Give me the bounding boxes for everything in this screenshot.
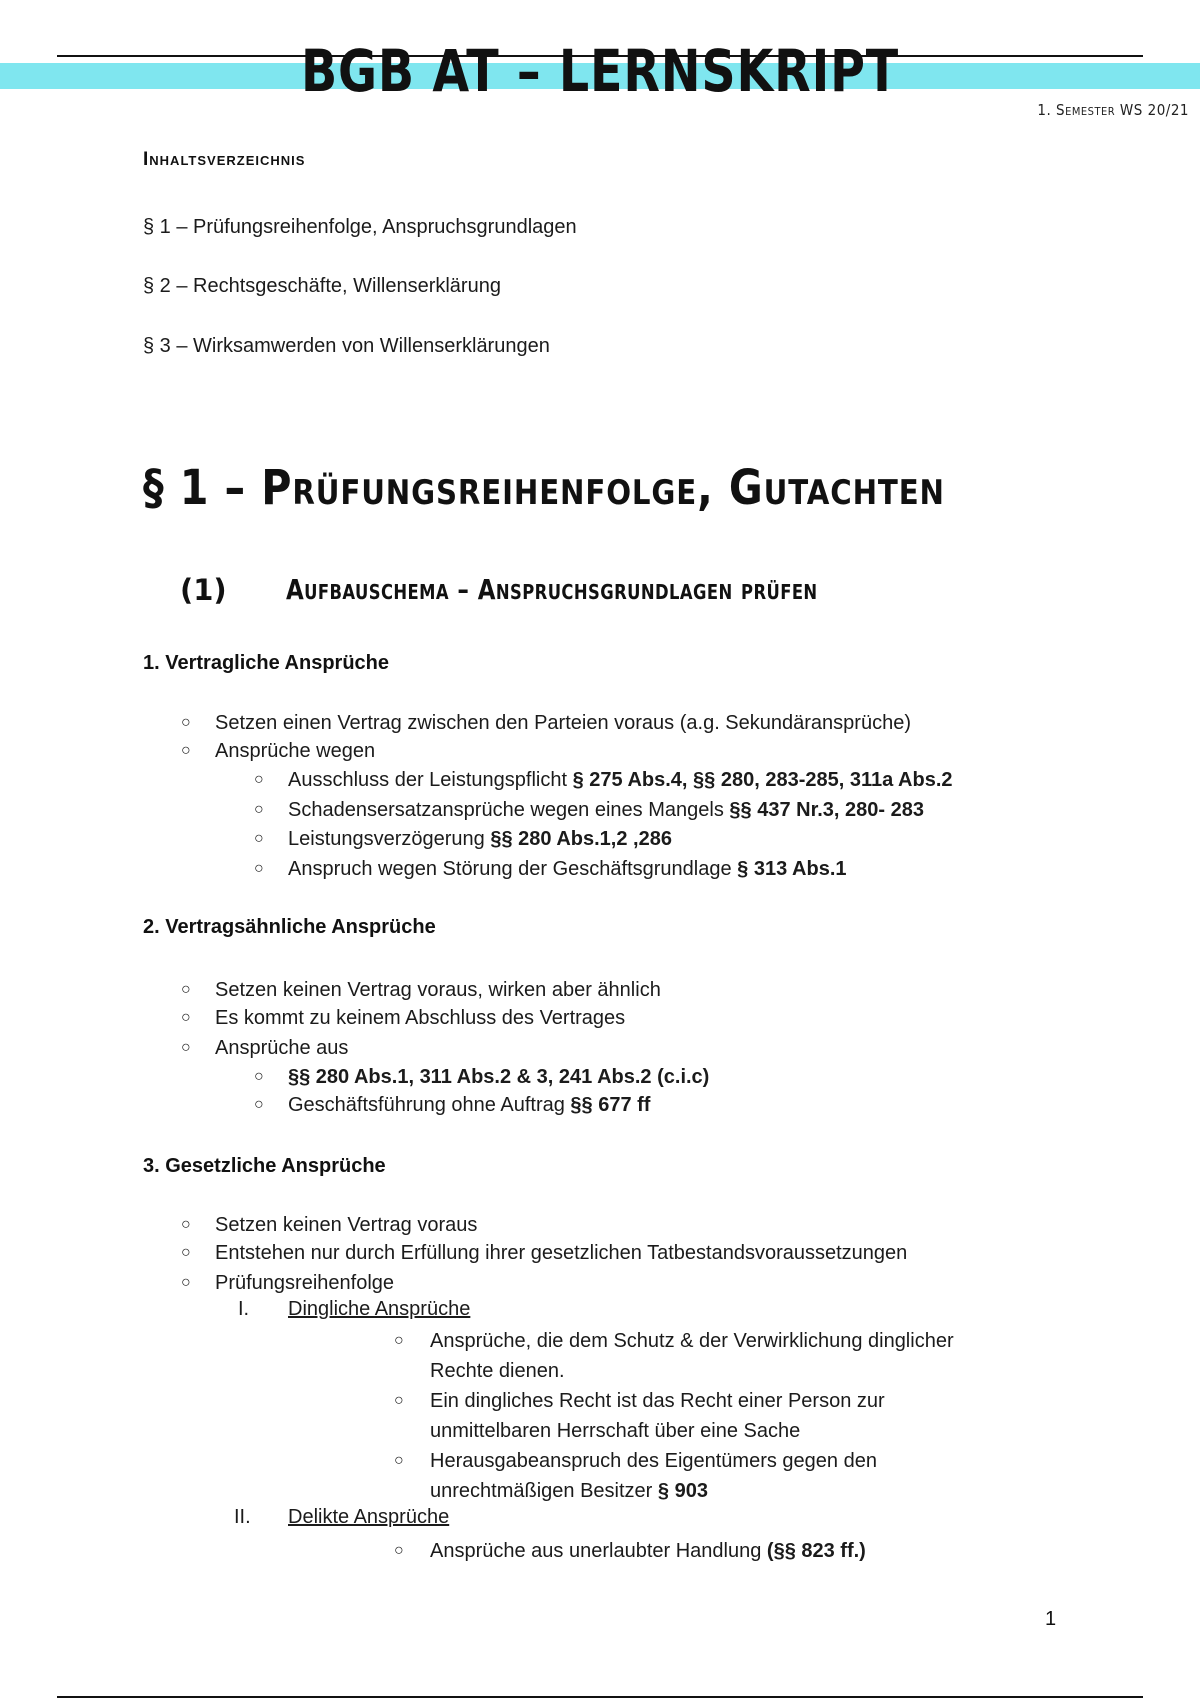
bullet-icon: ○ — [254, 1096, 264, 1113]
bullet-icon: ○ — [181, 1009, 191, 1026]
list-item: ○ Ein dingliches Recht ist das Recht einer Person zur unmittelbaren Herrschaft über eine Sache — [430, 1386, 885, 1446]
list-item: ○ Schadensersatzansprüche wegen eines Mangels §§ 437 Nr.3, 280- 283 — [288, 795, 924, 825]
bullet-icon: ○ — [254, 1068, 264, 1085]
bullet-icon: ○ — [394, 1542, 404, 1559]
bullet-icon: ○ — [181, 1244, 191, 1261]
section-heading-3: 3. Gesetzliche Ansprüche — [143, 1155, 386, 1177]
bullet-icon: ○ — [181, 714, 191, 731]
list-item: ○ Setzen keinen Vertrag voraus, wirken aber ähnlich — [215, 975, 661, 1005]
list-item: ○ Ansprüche aus — [215, 1033, 348, 1063]
bullet-icon: ○ — [394, 1332, 404, 1349]
list-item: ○ Entstehen nur durch Erfüllung ihrer gesetzlichen Tatbestandsvoraussetzungen — [215, 1238, 907, 1268]
list-item: ○ Leistungsverzögerung §§ 280 Abs.1,2 ,286 — [288, 824, 672, 854]
toc-item-2[interactable]: § 2 – Rechtsgeschäfte, Willenserklärung — [143, 275, 501, 297]
bullet-icon: ○ — [254, 830, 264, 847]
subsection-number: (1) — [180, 573, 227, 607]
subsection-heading: Aufbauschema – Anspruchsgrundlagen prüfen — [286, 573, 818, 606]
bullet-icon: ○ — [181, 1274, 191, 1291]
roman-numeral-2: II. — [234, 1506, 251, 1528]
toc-item-3[interactable]: § 3 – Wirksamwerden von Willenserklärungen — [143, 335, 550, 357]
list-item: ○ Es kommt zu keinem Abschluss des Vertrages — [215, 1003, 625, 1033]
chapter-heading: § 1 – Prüfungsreihenfolge, Gutachten — [143, 460, 945, 516]
subheading-delikte: Delikte Ansprüche — [288, 1506, 450, 1528]
list-item: ○ Ansprüche, die dem Schutz & der Verwirklichung dinglicher Rechte dienen. — [430, 1326, 954, 1386]
list-item: ○ §§ 280 Abs.1, 311 Abs.2 & 3, 241 Abs.2 (c.i.c) — [288, 1062, 709, 1092]
subheading-dingliche: Dingliche Ansprüche — [288, 1298, 471, 1320]
bullet-icon: ○ — [181, 1216, 191, 1233]
list-item: ○ Setzen einen Vertrag zwischen den Parteien voraus (a.g. Sekundäransprüche) — [215, 708, 911, 738]
toc-heading: Inhaltsverzeichnis — [143, 149, 306, 170]
page-number: 1 — [1045, 1608, 1057, 1630]
list-item: ○ Geschäftsführung ohne Auftrag §§ 677 ff — [288, 1090, 650, 1120]
semester-subtitle: 1. Semester WS 20/21 — [1037, 101, 1189, 119]
bullet-icon: ○ — [181, 1039, 191, 1056]
list-item: ○ Anspruch wegen Störung der Geschäftsgrundlage § 313 Abs.1 — [288, 854, 847, 884]
bullet-icon: ○ — [181, 981, 191, 998]
bullet-icon: ○ — [394, 1452, 404, 1469]
toc-item-1[interactable]: § 1 – Prüfungsreihenfolge, Anspruchsgrundlagen — [143, 216, 577, 238]
footer-rule — [57, 1696, 1143, 1698]
list-item: ○ Ansprüche wegen — [215, 736, 375, 766]
page-title: BGB AT – LERNSKRIPT — [300, 37, 900, 105]
list-item: ○ Ausschluss der Leistungspflicht § 275 Abs.4, §§ 280, 283-285, 311a Abs.2 — [288, 765, 953, 795]
roman-numeral-1: I. — [238, 1298, 250, 1320]
bullet-icon: ○ — [254, 771, 264, 788]
list-item: ○ Herausgabeanspruch des Eigentümers gegen den unrechtmäßigen Besitzer § 903 — [430, 1446, 877, 1506]
bullet-icon: ○ — [181, 742, 191, 759]
section-heading-1: 1. Vertragliche Ansprüche — [143, 652, 390, 674]
list-item: ○ Prüfungsreihenfolge — [215, 1268, 394, 1298]
bullet-icon: ○ — [394, 1392, 404, 1409]
bullet-icon: ○ — [254, 860, 264, 877]
bullet-icon: ○ — [254, 801, 264, 818]
section-heading-2: 2. Vertragsähnliche Ansprüche — [143, 916, 436, 938]
list-item: ○ Ansprüche aus unerlaubter Handlung (§§ 823 ff.) — [430, 1536, 866, 1566]
list-item: ○ Setzen keinen Vertrag voraus — [215, 1210, 477, 1240]
